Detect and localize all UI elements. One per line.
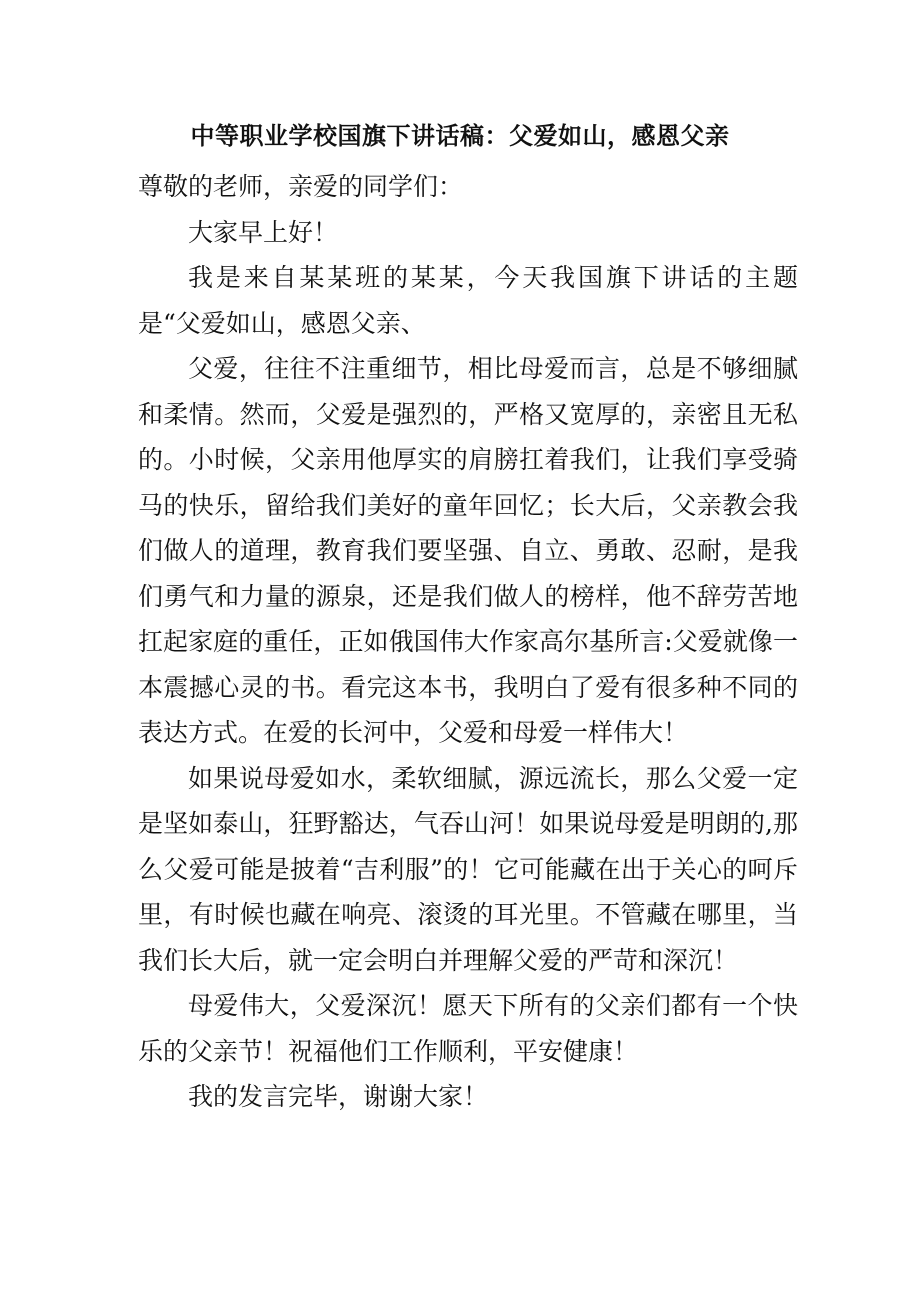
document-body — [138, 164, 798, 1120]
paragraph-introduction: 我是来自某某班的某某，今天我国旗下讲话的主题是“父爱如山，感恩父亲、 — [138, 263, 798, 338]
document-title: 中等职业学校国旗下讲话稿：父爱如山，感恩父亲 — [190, 122, 730, 150]
paragraph-greeting: 大家早上好！ — [188, 217, 339, 247]
paragraph-fatherly-love: 父爱，往往不注重细节，相比母爱而言，总是不够细腻和柔情。然而，父爱是强烈的，严格又宽厚的，亲密且无私的。小时候，父亲用他厚实的肩膀扛着我们，让我们享受骑马的快乐，留给我们美好的童年回忆；长大后，父亲教会我们做人的道理，教育我们要坚强、自立、勇敢、忍耐，是我们勇气和力量的源泉，还是我们做人的榜样，他不辞劳苦地扛起家庭的重任，正如俄国伟大作家高尔基所言:父爱就像一本震撼心灵的书。看完这本书，我明白了爱有很多种不同的表达方式。在爱的长河中，父爱和母爱一样伟大！ — [138, 354, 798, 747]
paragraph-mountain-metaphor: 如果说母爱如水，柔软细腻，源远流长，那么父爱一定是坚如泰山，狂野豁达，气吞山河！如果说母爱是明朗的,那么父爱可能是披着“吉利服”的！它可能藏在出于关心的呵斥里，有时候也藏在响亮、滚烫的耳光里。不管藏在哪里，当我们长大后，就一定会明白并理解父爱的严苛和深沉！ — [138, 763, 798, 975]
salutation: 尊敬的老师，亲爱的同学们： — [138, 172, 464, 201]
paragraph-closing: 我的发言完毕，谢谢大家！ — [188, 1082, 489, 1111]
paragraph-blessing: 母爱伟大，父爱深沉！愿天下所有的父亲们都有一个快乐的父亲节！祝福他们工作顺利，平安健康！ — [138, 991, 798, 1066]
